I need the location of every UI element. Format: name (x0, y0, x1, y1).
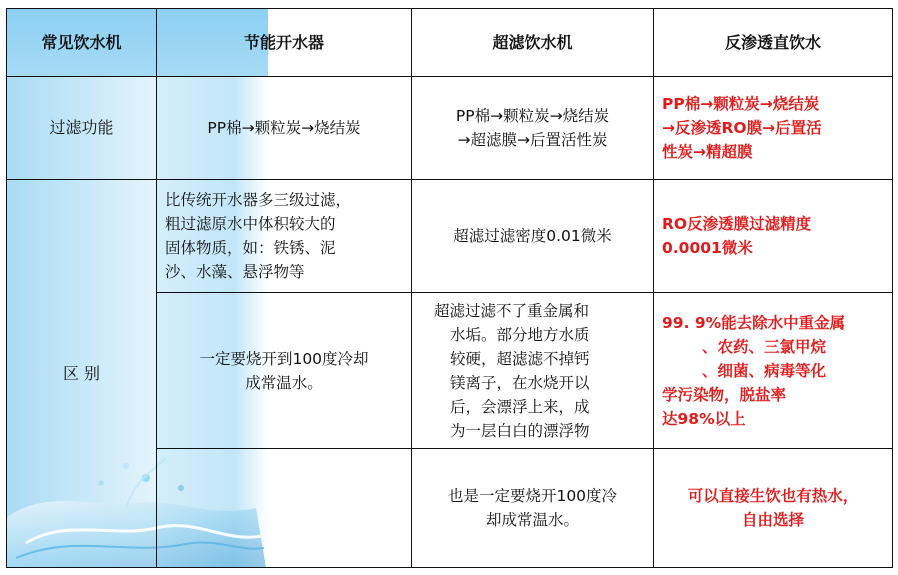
text-line: 超滤过滤不了重金属和 (434, 301, 590, 320)
text-line: 镁离子，在水烧开以 (450, 373, 590, 392)
diff3-cell-reverse-osmosis (654, 449, 893, 568)
text-line: 、细菌、病毒等化 (702, 361, 827, 380)
text-line: 也是一定要烧开100度冷 (447, 487, 618, 505)
text-line: 可以直接生饮也有热水， (687, 487, 859, 505)
text-line: 为一层白白的漂浮物 (450, 421, 590, 440)
text-line: 固体物质，如：铁锈、泥 (165, 239, 336, 257)
text-line: →超滤膜→后置活性炭 (457, 131, 608, 149)
text-line: 沙、水藻、悬浮物等 (165, 263, 305, 281)
header-cell-energy-saving-boiler: 节能开水器 (157, 9, 412, 77)
filter-cell-reverse-osmosis (654, 77, 893, 180)
filter-cell-ultrafiltration (412, 77, 654, 180)
text-line: 性炭→精超膜 (662, 143, 753, 161)
diff1-cell-ultrafiltration: 超滤过滤密度0.01微米 (412, 180, 654, 293)
difference-row-1 (7, 180, 893, 293)
text-line: PP棉→颗粒炭→烧结炭 (662, 95, 820, 113)
filter-row (7, 77, 893, 180)
text-line: 学污染物，脱盐率 (662, 385, 787, 404)
text-line: 却成常温水。 (485, 511, 579, 529)
diff2-cell-boiler (157, 293, 412, 449)
text-line: 达98%以上 (662, 409, 746, 428)
text-line: 较硬，超滤滤不掉钙 (450, 349, 590, 368)
diff3-cell-ultrafiltration (412, 449, 654, 568)
filter-cell-boiler: PP棉→颗粒炭→烧结炭 (157, 77, 412, 180)
text-line: 水垢。部分地方水质 (450, 325, 590, 344)
diff3-cell-boiler (157, 449, 412, 568)
text-line: 比传统开水器多三级过滤， (165, 191, 352, 209)
diff2-cell-reverse-osmosis (654, 293, 893, 449)
header-cell-reverse-osmosis: 反渗透直饮水 (654, 9, 893, 77)
text-line: 后，会漂浮上来，成 (450, 397, 590, 416)
header-row (7, 9, 893, 77)
comparison-table (6, 8, 893, 568)
text-line: 一定要烧开到100度冷却 (199, 349, 369, 368)
text-line: 、农药、三氯甲烷 (702, 337, 827, 356)
text-line: →反渗透RO膜→后置活 (662, 119, 822, 137)
diff1-cell-boiler (157, 180, 412, 293)
text-line: RO反渗透膜过滤精度 (662, 215, 812, 233)
text-line: PP棉→颗粒炭→烧结炭 (455, 107, 610, 125)
row-label-filter: 过滤功能 (7, 77, 157, 180)
header-cell-ultrafiltration: 超滤饮水机 (412, 9, 654, 77)
text-line: 99. 9%能去除水中重金属 (662, 313, 846, 332)
diff2-cell-ultrafiltration (412, 293, 654, 449)
diff1-cell-reverse-osmosis (654, 180, 893, 293)
text-line: 0.0001微米 (662, 239, 753, 257)
text-line: 粗过滤原水中体积较大的 (165, 215, 336, 233)
row-label-difference: 区 别 (7, 180, 157, 568)
text-line: 自由选择 (741, 511, 804, 529)
header-cell-common: 常见饮水机 (7, 9, 157, 77)
text-line: 成常温水。 (245, 373, 323, 392)
